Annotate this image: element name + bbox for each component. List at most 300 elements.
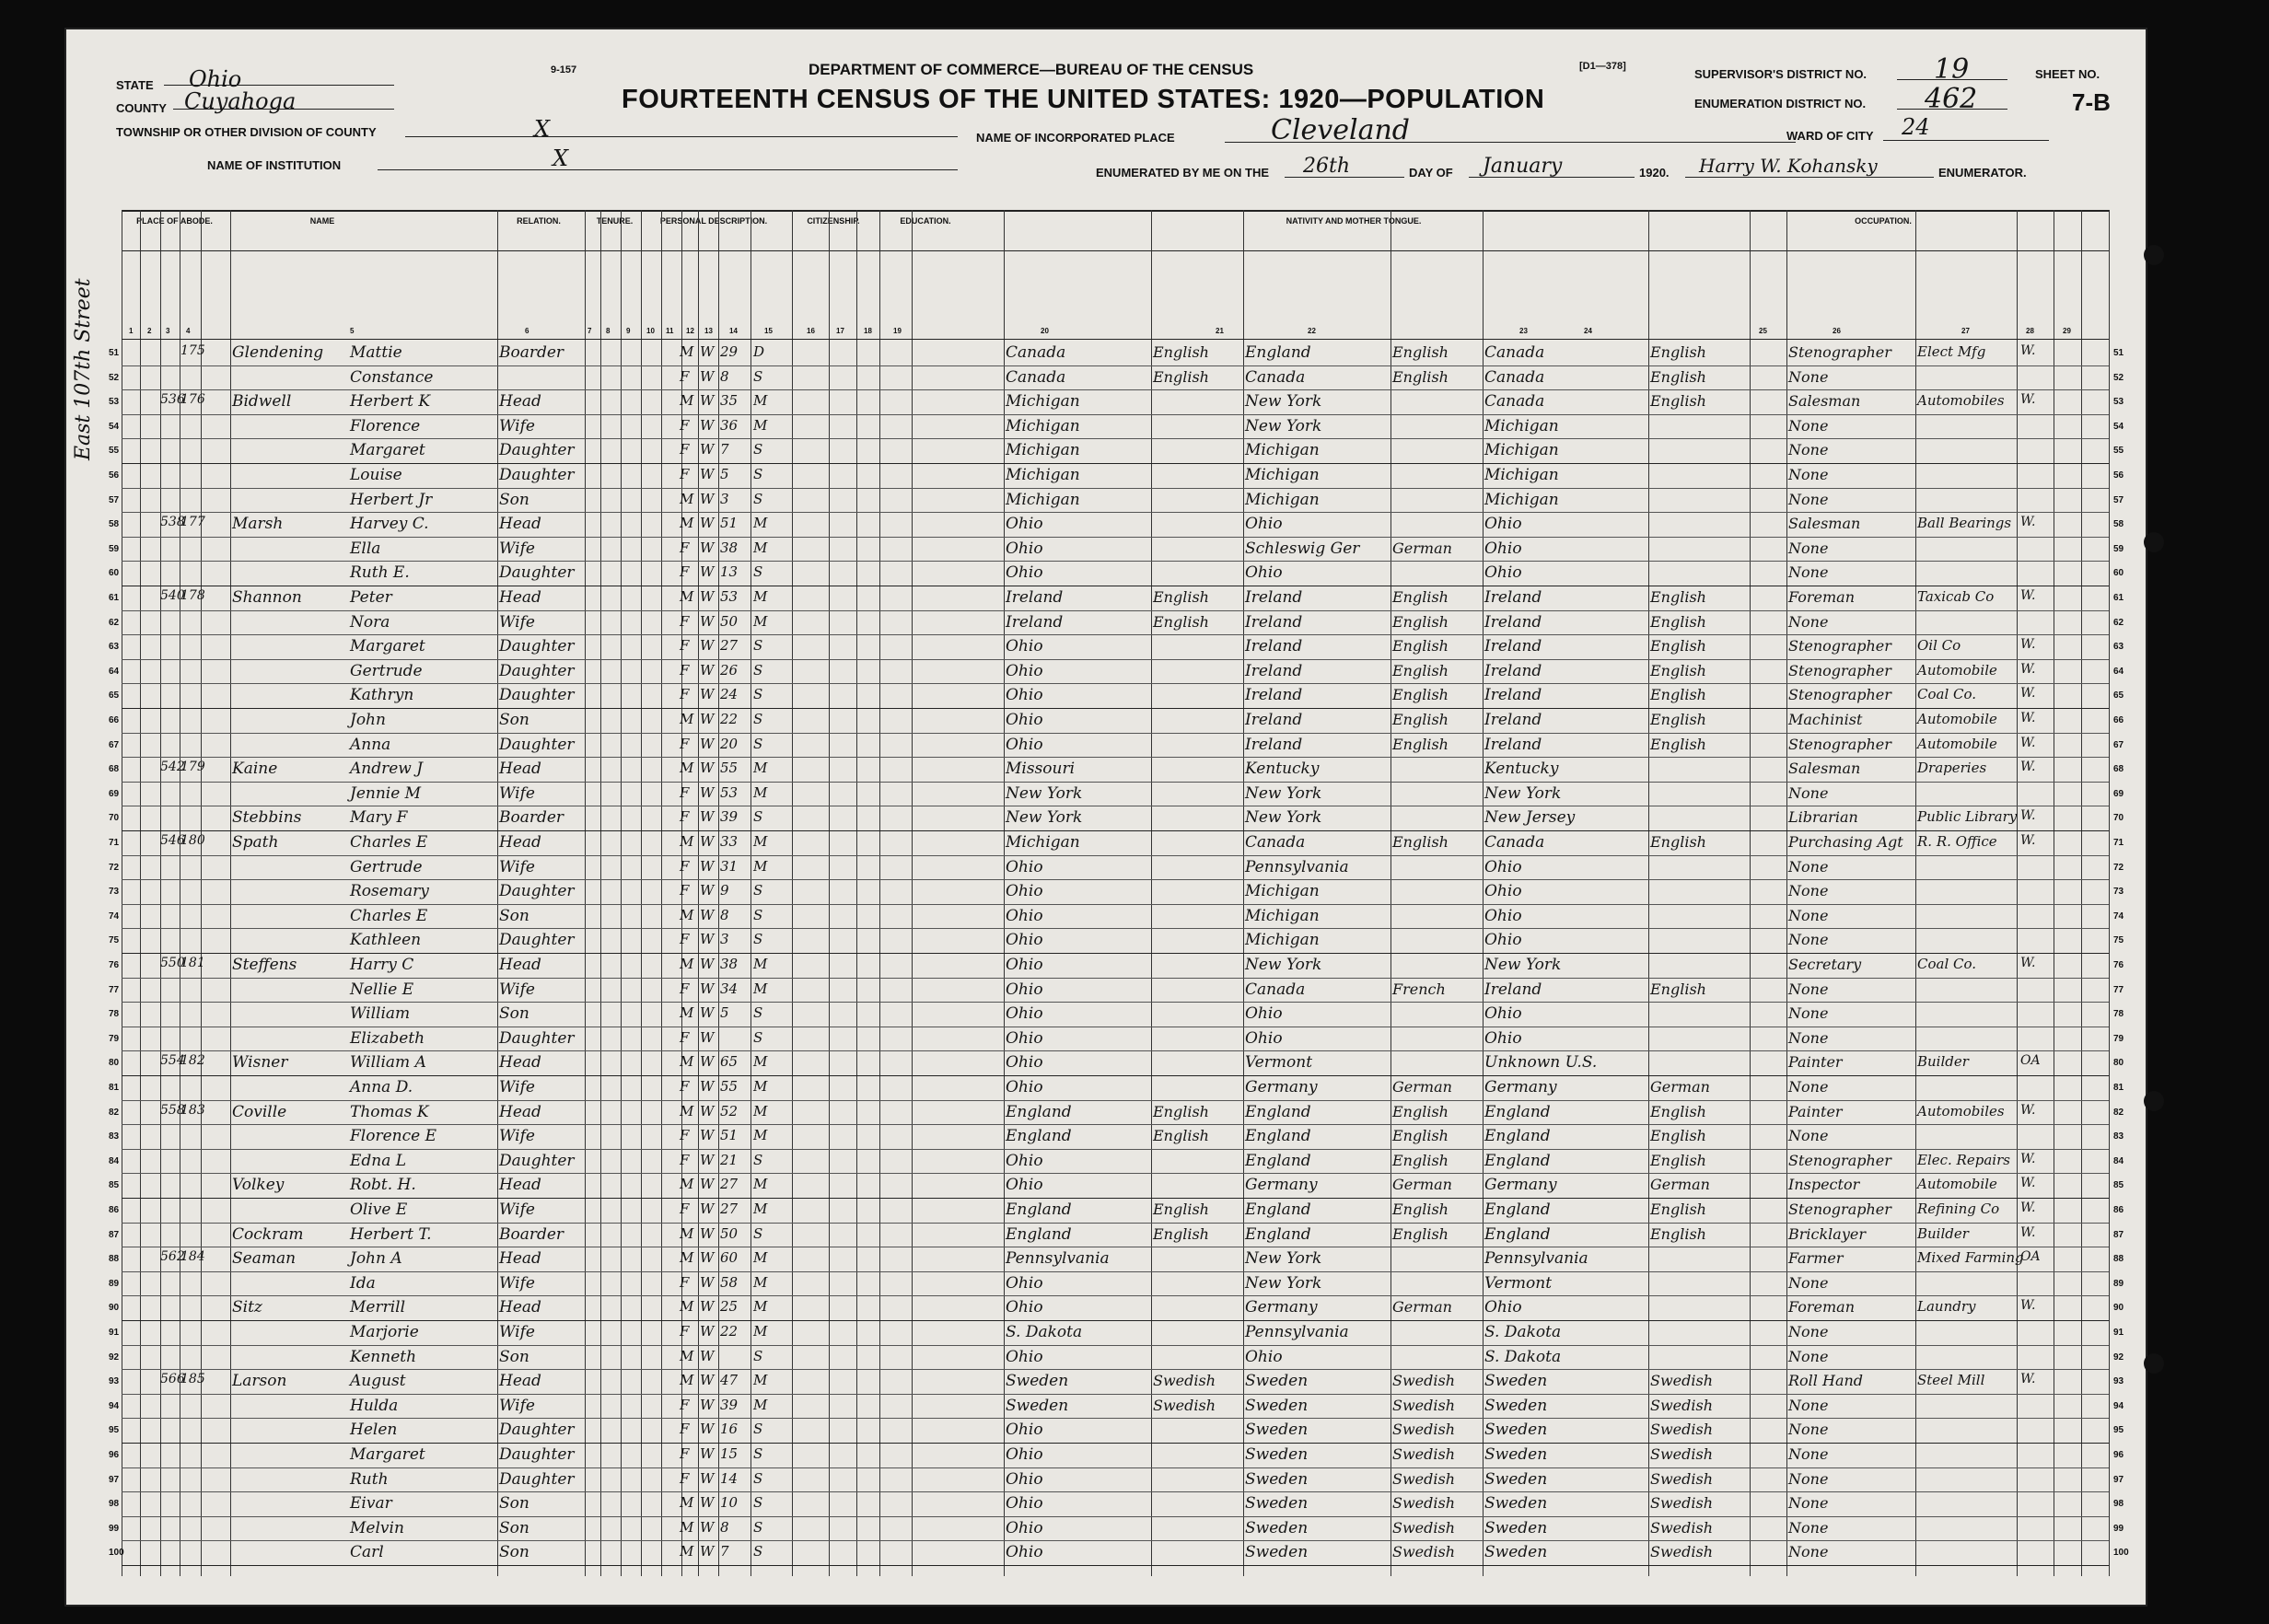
row-rule (122, 855, 2109, 856)
column-number: 28 (2026, 327, 2034, 335)
cell-sex: F (680, 1323, 690, 1340)
cell-race: W (700, 1396, 715, 1413)
year-label: 1920. (1639, 166, 1670, 180)
line-number-left: 71 (109, 838, 120, 848)
cell-birthplace: S. Dakota (1006, 1323, 1083, 1341)
line-number-left: 93 (109, 1376, 120, 1387)
cell-age: 16 (720, 1421, 739, 1438)
cell-relation: Head (499, 1249, 541, 1269)
cell-marital: S (753, 711, 763, 727)
cell-relation: Son (499, 1347, 529, 1366)
row-rule (122, 1149, 2109, 1150)
line-number-left: 64 (109, 666, 120, 677)
row-rule (122, 1516, 2109, 1517)
punch-hole (2144, 1091, 2164, 1111)
cell-occupation: Stenographer (1788, 1201, 1891, 1218)
row-rule (122, 1271, 2109, 1272)
cell-occupation: Stenographer (1788, 686, 1891, 704)
line-number-right: 89 (2113, 1278, 2124, 1289)
cell-birthplace: England (1006, 1224, 1072, 1244)
cell-relation: Head (499, 1372, 541, 1391)
cell-family: 175 (180, 343, 205, 358)
cell-father-bp: Sweden (1245, 1518, 1309, 1537)
cell-mother-bp: Ireland (1484, 588, 1542, 607)
cell-mother-bp: Ohio (1484, 882, 1522, 901)
cell-industry: Automobile (1917, 735, 1997, 752)
cell-marital: S (753, 1518, 763, 1536)
cell-relation: Wife (499, 1201, 535, 1219)
cell-given: Mattie (350, 343, 402, 362)
cell-sex: M (680, 1004, 694, 1022)
cell-race: W (700, 1469, 715, 1487)
cell-relation: Head (499, 1176, 541, 1195)
line-number-right: 65 (2113, 690, 2124, 702)
line-number-left: 65 (109, 690, 120, 702)
cell-mother-tongue: English (1650, 980, 1706, 998)
cell-sex: F (680, 1201, 690, 1217)
cell-dwelling: 538 (160, 515, 185, 530)
cell-marital: M (753, 612, 768, 630)
cell-father-tongue: Swedish (1392, 1445, 1455, 1463)
line-number-right: 51 (2113, 348, 2124, 358)
cell-industry: Automobile (1917, 711, 1997, 727)
cell-mother-bp: Germany (1484, 1078, 1557, 1096)
cell-age: 22 (720, 711, 739, 727)
line-number-left: 100 (109, 1548, 124, 1559)
cell-tongue: Swedish (1153, 1372, 1216, 1390)
cell-race: W (700, 1151, 715, 1168)
line-number-left: 72 (109, 862, 120, 873)
row-rule (122, 365, 2109, 366)
cell-birthplace: Ohio (1006, 637, 1043, 656)
cell-mother-tongue: Swedish (1650, 1372, 1713, 1390)
cell-class: W. (2020, 1151, 2036, 1166)
cell-marital: M (753, 1372, 768, 1389)
cell-father-bp: Sweden (1245, 1396, 1309, 1415)
cell-class: W. (2020, 1298, 2036, 1314)
cell-birthplace: Ohio (1006, 1421, 1043, 1440)
cell-race: W (700, 1004, 715, 1022)
cell-given: Ella (350, 539, 381, 558)
cell-father-bp: Canada (1245, 367, 1306, 387)
cell-race: W (700, 563, 715, 581)
cell-marital: S (753, 735, 763, 752)
cell-mother-bp: Ohio (1484, 1298, 1522, 1317)
line-number-left: 96 (109, 1450, 120, 1460)
cell-industry: Elec. Repairs (1917, 1151, 2010, 1168)
cell-mother-bp: Canada (1484, 392, 1545, 412)
cell-race: W (700, 1494, 715, 1512)
cell-mother-bp: Sweden (1484, 1494, 1548, 1514)
cell-race: W (700, 857, 715, 875)
cell-father-bp: Sweden (1245, 1543, 1309, 1562)
line-number-right: 97 (2113, 1474, 2124, 1485)
cell-age: 3 (720, 490, 729, 507)
cell-mother-bp: Sweden (1484, 1421, 1548, 1440)
enumerated-month: January (1483, 155, 1563, 178)
cell-father-tongue: Swedish (1392, 1494, 1455, 1513)
column-number: 23 (1519, 327, 1528, 335)
row-rule (122, 438, 2109, 439)
line-number-right: 74 (2113, 911, 2124, 922)
cell-birthplace: Michigan (1006, 833, 1080, 852)
cell-mother-bp: England (1484, 1127, 1551, 1146)
cell-race: W (700, 1102, 715, 1119)
column-number: 22 (1308, 327, 1316, 335)
row-rule (122, 953, 2109, 954)
cell-occupation: None (1788, 612, 1829, 631)
column-number: 24 (1584, 327, 1592, 335)
township-label: TOWNSHIP OR OTHER DIVISION OF COUNTY (116, 125, 377, 139)
cell-relation: Wife (499, 857, 535, 876)
cell-occupation: None (1788, 931, 1829, 949)
cell-class: W. (2020, 1201, 2036, 1215)
row-rule (122, 708, 2109, 709)
column-number: 18 (864, 327, 872, 335)
cell-relation: Boarder (499, 343, 564, 362)
cell-mother-tongue: German (1650, 1176, 1710, 1194)
line-number-right: 91 (2113, 1328, 2124, 1338)
cell-occupation: None (1788, 857, 1829, 876)
page-title: FOURTEENTH CENSUS OF THE UNITED STATES: 1920—POPULATION (622, 85, 1545, 114)
enumerator-line (1685, 177, 1934, 178)
cell-birthplace: Ohio (1006, 1053, 1043, 1073)
cell-marital: M (753, 1249, 768, 1267)
cell-birthplace: Canada (1006, 343, 1066, 362)
line-number-left: 52 (109, 372, 120, 383)
cell-occupation: None (1788, 980, 1829, 998)
cell-age: 65 (720, 1053, 739, 1071)
cell-age: 21 (720, 1151, 739, 1168)
cell-sex: M (680, 1494, 694, 1512)
cell-mother-tongue: English (1650, 367, 1706, 386)
cell-marital: M (753, 1053, 768, 1071)
cell-mother-bp: Sweden (1484, 1445, 1548, 1464)
cell-father-tongue: Swedish (1392, 1543, 1455, 1561)
cell-marital: M (753, 1273, 768, 1291)
cell-mother-tongue: English (1650, 735, 1706, 753)
cell-given: Mary F (350, 808, 408, 828)
cell-birthplace: Ireland (1006, 612, 1064, 632)
cell-marital: S (753, 1494, 763, 1512)
cell-race: W (700, 367, 715, 385)
cell-race: W (700, 1421, 715, 1438)
cell-father-bp: Michigan (1245, 931, 1320, 950)
column-number: 19 (893, 327, 902, 335)
cell-father-tongue: English (1392, 686, 1449, 704)
cell-relation: Daughter (499, 686, 575, 705)
cell-given: Carl (350, 1543, 384, 1562)
cell-father-bp: Canada (1245, 833, 1306, 852)
cell-given: Melvin (350, 1518, 404, 1537)
line-number-left: 81 (109, 1083, 120, 1093)
cell-race: W (700, 1543, 715, 1560)
cell-age: 7 (720, 441, 729, 458)
row-rule (122, 1394, 2109, 1395)
cell-race: W (700, 980, 715, 997)
line-number-left: 82 (109, 1107, 120, 1118)
line-number-left: 55 (109, 446, 120, 457)
cell-race: W (700, 1298, 715, 1316)
cell-mother-bp: Canada (1484, 367, 1545, 387)
cell-marital: S (753, 906, 763, 923)
cell-relation: Daughter (499, 931, 575, 950)
line-number-left: 54 (109, 421, 120, 432)
cell-marital: M (753, 857, 768, 875)
cell-sex: F (680, 1396, 690, 1413)
department-title: DEPARTMENT OF COMMERCE—BUREAU OF THE CENSUS (809, 61, 1254, 78)
cell-relation: Son (499, 1004, 529, 1024)
cell-mother-bp: Michigan (1484, 490, 1559, 509)
cell-relation: Wife (499, 980, 535, 999)
cell-surname: Bidwell (232, 392, 292, 412)
cell-father-bp: Germany (1245, 1078, 1318, 1096)
cell-family: 185 (180, 1372, 205, 1387)
cell-mother-bp: Michigan (1484, 441, 1559, 460)
cell-race: W (700, 1201, 715, 1217)
cell-sex: M (680, 906, 694, 923)
line-number-right: 85 (2113, 1180, 2124, 1191)
cell-marital: S (753, 1543, 763, 1560)
cell-family: 179 (180, 760, 205, 775)
cell-given: Gertrude (350, 857, 423, 876)
column-number: 8 (606, 327, 611, 335)
cell-father-bp: New York (1245, 1273, 1322, 1293)
cell-mother-bp: Ireland (1484, 612, 1542, 632)
cell-occupation: None (1788, 1469, 1829, 1488)
cell-sex: F (680, 563, 690, 581)
column-number: 15 (764, 327, 773, 335)
line-number-right: 99 (2113, 1523, 2124, 1534)
cell-dwelling: 550 (160, 956, 185, 970)
cell-birthplace: Ohio (1006, 735, 1043, 754)
cell-marital: S (753, 661, 763, 679)
row-rule (122, 610, 2109, 611)
cell-father-tongue: English (1392, 612, 1449, 631)
line-number-left: 66 (109, 715, 120, 725)
cell-father-bp: England (1245, 1151, 1311, 1170)
cell-birthplace: Ohio (1006, 1494, 1043, 1514)
institution-label: NAME OF INSTITUTION (207, 158, 342, 172)
row-rule (122, 1565, 2109, 1566)
cell-mother-bp: Germany (1484, 1176, 1557, 1195)
cell-birthplace: Sweden (1006, 1396, 1069, 1415)
line-number-right: 57 (2113, 494, 2124, 505)
cell-marital: M (753, 588, 768, 605)
column-number: 4 (186, 327, 191, 335)
cell-class: W. (2020, 637, 2036, 653)
cell-relation: Head (499, 588, 541, 607)
cell-father-bp: Ohio (1245, 515, 1283, 534)
row-rule (122, 904, 2109, 905)
cell-birthplace: Ohio (1006, 1004, 1043, 1024)
cell-mother-tongue: English (1650, 711, 1706, 728)
cell-marital: S (753, 1004, 763, 1022)
cell-father-tongue: German (1392, 1298, 1452, 1317)
cell-industry: Public Library (1917, 808, 2018, 826)
cell-father-bp: Vermont (1245, 1053, 1313, 1073)
cell-dwelling: 558 (160, 1102, 185, 1118)
cell-class: OA (2020, 1053, 2041, 1069)
cell-age: 22 (720, 1323, 739, 1340)
line-number-left: 58 (109, 519, 120, 530)
cell-mother-bp: Sweden (1484, 1372, 1548, 1391)
cell-race: W (700, 490, 715, 507)
cell-marital: S (753, 1421, 763, 1438)
line-number-right: 68 (2113, 764, 2124, 775)
cell-father-bp: Ireland (1245, 686, 1303, 705)
line-number-right: 61 (2113, 593, 2124, 603)
line-number-right: 60 (2113, 568, 2124, 579)
cell-industry: Ball Bearings (1917, 515, 2012, 532)
cell-class: W. (2020, 956, 2036, 970)
line-number-left: 92 (109, 1351, 120, 1363)
line-number-right: 80 (2113, 1058, 2124, 1069)
cell-age: 5 (720, 466, 729, 482)
cell-sex: M (680, 392, 694, 410)
cell-mother-tongue: Swedish (1650, 1421, 1713, 1439)
cell-birthplace: Ohio (1006, 882, 1043, 901)
line-number-right: 96 (2113, 1450, 2124, 1460)
cell-sex: F (680, 441, 690, 458)
cell-marital: S (753, 1445, 763, 1462)
cell-birthplace: Ohio (1006, 1518, 1043, 1537)
line-number-right: 81 (2113, 1083, 2124, 1093)
cell-given: Margaret (350, 1445, 425, 1464)
cell-occupation: None (1788, 1028, 1829, 1047)
cell-father-bp: Ireland (1245, 711, 1303, 729)
line-number-left: 73 (109, 887, 120, 898)
cell-sex: M (680, 588, 694, 605)
cell-family: 183 (180, 1102, 205, 1118)
cell-occupation: None (1788, 1445, 1829, 1463)
cell-father-bp: Michigan (1245, 906, 1320, 925)
cell-sex: F (680, 1028, 690, 1046)
row-rule (122, 978, 2109, 979)
line-number-right: 75 (2113, 935, 2124, 946)
cell-mother-tongue: English (1650, 1224, 1706, 1243)
cell-mother-bp: Ohio (1484, 857, 1522, 876)
line-number-left: 70 (109, 813, 120, 824)
cell-father-tongue: English (1392, 1151, 1449, 1169)
cell-occupation: None (1788, 1494, 1829, 1513)
section-nativity: NATIVITY AND MOTHER TONGUE. (1286, 216, 1422, 226)
cell-mother-bp: Ohio (1484, 1028, 1522, 1048)
cell-mother-tongue: Swedish (1650, 1543, 1713, 1561)
cell-father-bp: Pennsylvania (1245, 857, 1349, 876)
cell-industry: Coal Co. (1917, 956, 1977, 972)
enumerated-day: 26th (1303, 155, 1351, 178)
cell-sex: F (680, 1078, 690, 1095)
line-number-right: 71 (2113, 838, 2124, 848)
line-number-left: 99 (109, 1523, 120, 1534)
cell-father-bp: Canada (1245, 980, 1306, 999)
cell-race: W (700, 466, 715, 482)
cell-mother-bp: Ohio (1484, 906, 1522, 925)
cell-family: 180 (180, 833, 205, 848)
line-number-left: 74 (109, 911, 120, 922)
line-number-right: 87 (2113, 1229, 2124, 1240)
cell-class: W. (2020, 515, 2036, 530)
cell-relation: Daughter (499, 1028, 575, 1048)
cell-occupation: None (1788, 416, 1829, 435)
cell-father-bp: Sweden (1245, 1445, 1309, 1464)
cell-birthplace: Ohio (1006, 1543, 1043, 1562)
line-number-left: 68 (109, 764, 120, 775)
line-number-right: 93 (2113, 1376, 2124, 1387)
line-number-left: 95 (109, 1425, 120, 1436)
line-number-right: 70 (2113, 813, 2124, 824)
cell-marital: S (753, 1347, 763, 1364)
supervisor-label: SUPERVISOR'S DISTRICT NO. (1694, 67, 1868, 81)
cell-given: Constance (350, 367, 434, 387)
column-number: 7 (588, 327, 592, 335)
cell-given: John (350, 711, 386, 729)
cell-mother-bp: Kentucky (1484, 760, 1559, 779)
cell-birthplace: Michigan (1006, 466, 1080, 484)
line-number-right: 52 (2113, 372, 2124, 383)
cell-occupation: Secretary (1788, 956, 1862, 973)
cell-given: Charles E (350, 906, 428, 925)
column-number: 14 (729, 327, 738, 335)
cell-sex: F (680, 416, 690, 434)
cell-tongue: English (1153, 612, 1209, 631)
section-name: NAME (309, 216, 335, 226)
cell-father-bp: Sweden (1245, 1421, 1309, 1440)
cell-industry: Automobiles (1917, 392, 2005, 410)
cell-age: 27 (720, 1201, 739, 1217)
cell-age: 7 (720, 1543, 729, 1560)
cell-sex: F (680, 808, 690, 826)
cell-industry: Automobile (1917, 661, 1997, 679)
column-number: 16 (807, 327, 815, 335)
line-number-right: 95 (2113, 1425, 2124, 1436)
row-rule (122, 879, 2109, 880)
cell-father-bp: England (1245, 1102, 1311, 1121)
line-number-left: 51 (109, 348, 120, 358)
cell-birthplace: Michigan (1006, 416, 1080, 435)
cell-race: W (700, 760, 715, 777)
cell-sex: F (680, 661, 690, 679)
cell-sex: F (680, 539, 690, 556)
cell-marital: M (753, 833, 768, 850)
cell-father-tongue: Swedish (1392, 1372, 1455, 1390)
row-rule (122, 830, 2109, 831)
cell-sex: F (680, 857, 690, 875)
column-number: 27 (1961, 327, 1970, 335)
cell-class: W. (2020, 588, 2036, 603)
cell-age: 25 (720, 1298, 739, 1316)
cell-surname: Stebbins (232, 808, 302, 828)
cell-race: W (700, 1518, 715, 1536)
cell-age: 47 (720, 1372, 739, 1389)
cell-relation: Wife (499, 1273, 535, 1293)
cell-family: 181 (180, 956, 205, 970)
cell-birthplace: Ohio (1006, 539, 1043, 558)
line-number-right: 58 (2113, 519, 2124, 530)
cell-mother-bp: New Jersey (1484, 808, 1576, 828)
cell-relation: Head (499, 1102, 541, 1121)
cell-sex: M (680, 1347, 694, 1364)
cell-birthplace: New York (1006, 808, 1083, 828)
row-rule (122, 757, 2109, 758)
cell-birthplace: Ohio (1006, 711, 1043, 729)
cell-given: Nellie E (350, 980, 414, 999)
cell-relation: Head (499, 760, 541, 779)
cell-sex: M (680, 490, 694, 507)
cell-mother-bp: Ohio (1484, 931, 1522, 950)
cell-occupation: None (1788, 783, 1829, 802)
